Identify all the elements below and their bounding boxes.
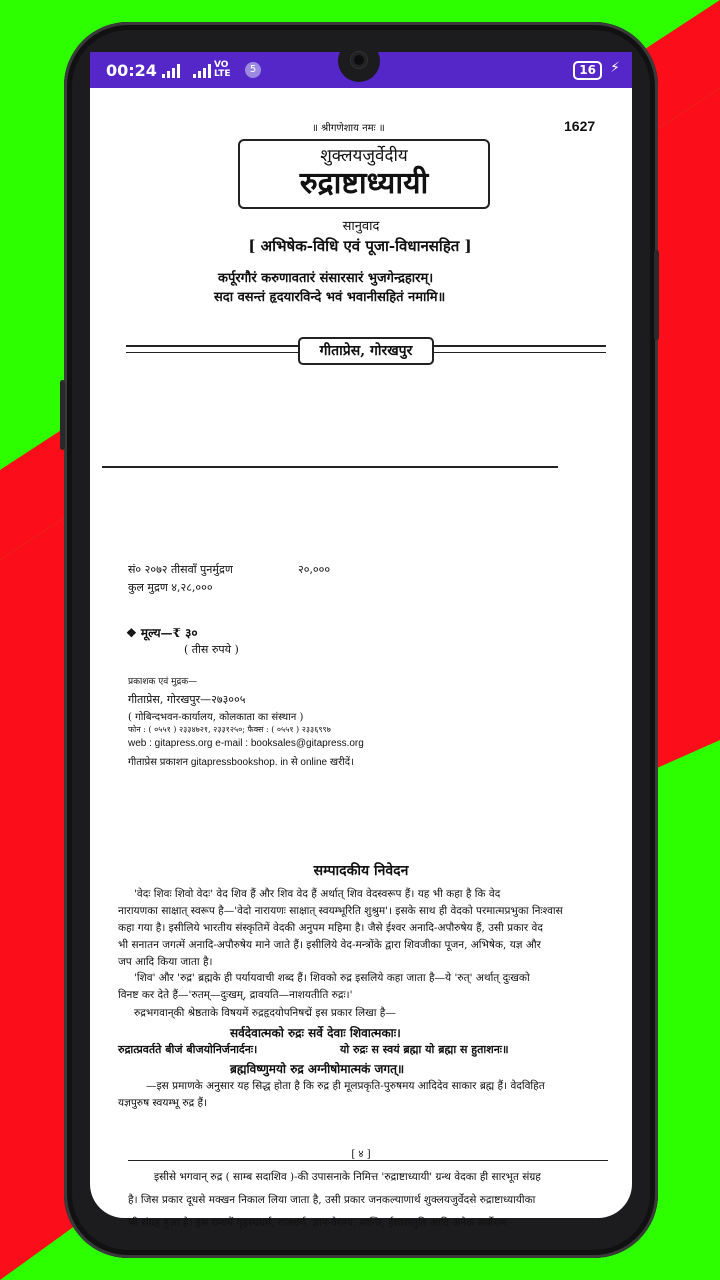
volume-button: [60, 380, 65, 450]
book-page[interactable]: [90, 88, 632, 1229]
page-number: 1627: [564, 118, 596, 134]
editorial-paragraph-3: रुद्रभगवान्‌की श्रेष्ठताके विषयमें रुद्रहृदयोपनिषद्में इस प्रकार लिखा है—: [134, 1007, 396, 1019]
clock: 00:24: [106, 61, 157, 80]
price-words: ( तीस रुपये ): [184, 643, 239, 656]
editorial-paragraph-4: [118, 1078, 602, 1112]
text-line: यज्ञपुरुष स्वयम्भू रुद्र हैं।: [118, 1097, 208, 1109]
total-print: कुल मुद्रण ४,२८,०००: [128, 581, 213, 594]
text-line: 'शिव' और 'रुद्र' ब्रह्मके ही पर्यायवाची शब्द हैं। शिवको रुद्र इसलिये कहा जाता है—ये 'रुत्' अर्थात् दुःखको: [134, 972, 530, 984]
volte-indicator: VO LTE: [214, 60, 231, 79]
charging-bolt-icon: ⚡: [610, 60, 620, 76]
publisher-name: गीताप्रेस, गोरखपुर—२७३००५: [128, 693, 246, 706]
sanuvad-label: सानुवाद: [342, 219, 380, 234]
editorial-heading: सम्पादकीय निवेदन: [313, 863, 409, 879]
verse-line-1: सर्वदेवात्मको रुद्रः सर्वे देवाः शिवात्मकाः।: [230, 1026, 401, 1040]
text-line: विनष्ट कर देते हैं—'रुतम्—दुःखम्, द्रावयति—नाशयतीति रुद्रः।': [118, 989, 353, 1001]
title-subheading: शुक्लयजुर्वेदीय: [320, 146, 408, 166]
battery-indicator: 16: [573, 61, 602, 80]
edition-count: २०,०००: [298, 563, 331, 576]
power-button: [654, 250, 659, 340]
publisher-web: web : gitapress.org e-mail : booksales@gitapress.org: [128, 738, 364, 749]
notification-count-badge: 5: [245, 62, 261, 78]
publisher-org: ( गोबिन्दभवन-कार्यालय, कोलकाता का संस्थान ): [128, 712, 304, 723]
verse-line-2-left: रुद्रात्प्रवर्तते बीजं बीजयोनिर्जनार्दनः।: [118, 1043, 258, 1056]
verse-line-3: ब्रह्मविष्णुमयो रुद्र अग्नीषोमात्मकं जगत्॥: [230, 1062, 405, 1076]
shloka-line-1: कर्पूरगौरं करुणावतारं संसारसारं भुजगेन्द्रहारम्।: [218, 271, 434, 286]
front-camera-icon: [338, 40, 380, 82]
page-marker: [ ४ ]: [351, 1149, 371, 1160]
text-line: जप आदि किया जाता है।: [118, 956, 213, 968]
editorial-paragraph-1: [118, 886, 602, 971]
text-line: 'वेदः शिवः शिवो वेदः' वेद शिव हैं और शिव वेद हैं अर्थात् शिव वेदस्वरूप हैं। यह भी कहा है कि वेद: [134, 888, 501, 900]
book-subtitle: [ अभिषेक-विधि एवं पूजा-विधानसहित ]: [248, 237, 472, 255]
text-line: है। जिस प्रकार दूधसे मक्खन निकाल लिया जाता है, उसी प्रकार जनकल्याणार्थ शुक्लयजुर्वेदसे रुद्राष्टाध्यायीका: [128, 1194, 536, 1206]
invocation: ॥ श्रीगणेशाय नमः ॥: [312, 123, 385, 134]
section-divider: [102, 466, 558, 468]
text-line: नारायणका साक्षात् स्वरूप है—'वेदो नारायणः साक्षात् स्वयम्भूरिति शुश्रुम'। इसके साथ ही वेदको परमात्मप्रभुका निःश्वास: [118, 905, 563, 917]
shloka-line-2: सदा वसन्तं हृदयारविन्दे भवं भवानीसहितं नमामि॥: [214, 290, 446, 305]
footer-divider: [128, 1160, 608, 1161]
footer-paragraph: [128, 1166, 618, 1235]
online-purchase: गीताप्रेस प्रकाशन gitapressbookshop. in से online खरीदें।: [128, 757, 354, 768]
book-title-box: [238, 139, 490, 209]
verse-line-2-right: यो रुद्रः स स्वयं ब्रह्मा यो ब्रह्मा स हुताशनः॥: [340, 1043, 509, 1056]
editorial-paragraph-2: [118, 970, 602, 1004]
publisher-label: प्रकाशक एवं मुद्रक—: [128, 677, 198, 687]
text-line: —इस प्रमाणके अनुसार यह सिद्ध होता है कि रुद्र ही मूलप्रकृति-पुरुषमय आदिदेव साकार ब्रह्म हैं। वेदविहित: [146, 1080, 545, 1092]
text-line: भी संग्रह हुआ है। इस ग्रन्थमें गृहस्थधर्म, राजधर्म, ज्ञान-वैराग्य, शान्ति, ईश्वरस्तुति आदि अनेक सर्वोत्तम: [128, 1217, 507, 1229]
price: ❖ मूल्य—₹ ३०: [126, 626, 198, 640]
signal-bars-icon: [162, 63, 215, 82]
text-line: भी सनातन जगत्में अनादि-अपौरुषेय माने जाते हैं। इसीलिये वेद-मन्त्रोंके द्वारा शिवजीका पूजन, अभिषेक, यज्ञ और: [118, 939, 541, 951]
publisher-phone: फोन : ( ०५५१ ) २३३४७२१, २३३१२५०; फैक्स : ( ०५५१ ) २३३६९९७: [128, 725, 331, 734]
publisher-box: गीताप्रेस, गोरखपुर: [298, 337, 434, 365]
edition-line: सं० २०७२ तीसवाँ पुनर्मुद्रण: [128, 563, 233, 576]
book-title: रुद्राष्टाध्यायी: [299, 166, 429, 201]
text-line: कहा गया है। इसीलिये भारतीय संस्कृतिमें वेदकी अनुपम महिमा है। जैसे ईश्वर अनादि-अपौरुषेय हैं, उसी प्रकार वेद: [118, 922, 543, 934]
phone-screen: [90, 52, 632, 1229]
text-line: इसीसे भगवान् रुद्र ( साम्ब सदाशिव )-की उपासनाके निमित्त 'रुद्राष्टाध्यायी' ग्रन्थ वेदका ही सारभूत संग्रह: [154, 1171, 541, 1183]
